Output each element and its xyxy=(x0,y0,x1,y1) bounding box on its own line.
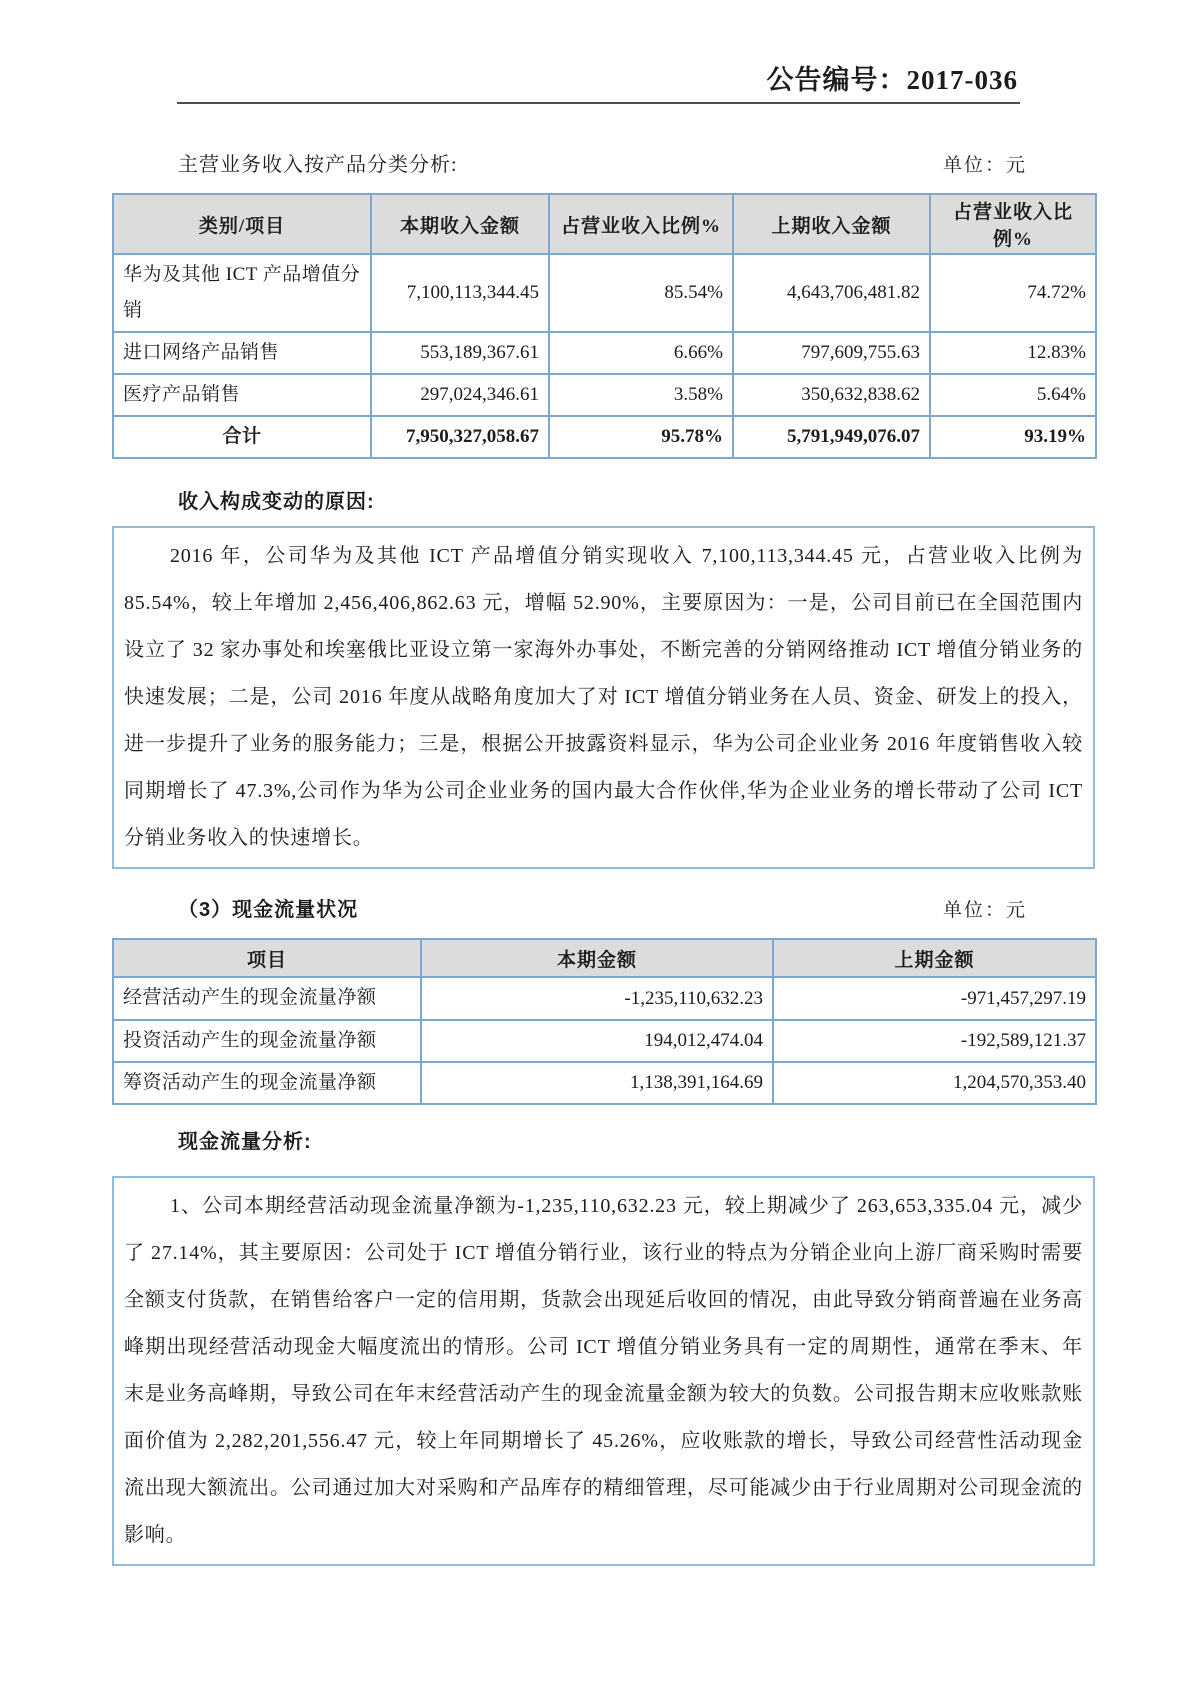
cell: 93.19% xyxy=(930,416,1096,458)
cashflow-row-investing xyxy=(113,1020,1096,1062)
revenue-change-reason-heading: 收入构成变动的原因: xyxy=(178,491,375,514)
cell: 297,024,346.61 xyxy=(371,374,549,416)
row-label: 进口网络产品销售 xyxy=(113,332,371,374)
cashflow-table xyxy=(112,938,1097,1104)
cell: 194,012,474.04 xyxy=(421,1020,773,1062)
cell: 1,138,391,164.69 xyxy=(421,1062,773,1104)
row-label: 投资活动产生的现金流量净额 xyxy=(113,1020,421,1062)
cashflow-row-operating xyxy=(113,977,1096,1019)
cell: 553,189,367.61 xyxy=(371,332,549,374)
col-prior-amount: 上期金额 xyxy=(773,939,1096,977)
cell: 3.58% xyxy=(549,374,733,416)
unit-label-cashflow: 单位：元 xyxy=(942,900,1027,922)
revenue-by-product-table xyxy=(112,193,1097,459)
cell: 5,791,949,076.07 xyxy=(733,416,930,458)
revenue-by-product-title: 主营业务收入按产品分类分析: xyxy=(178,154,458,176)
col-prior-revenue: 上期收入金额 xyxy=(733,194,930,254)
cell: 85.54% xyxy=(549,254,733,332)
col-prior-ratio: 占营业收入比例% xyxy=(930,194,1096,254)
cashflow-analysis-paragraph: 1、公司本期经营活动现金流量净额为-1,235,110,632.23 元，较上期减少了 263,653,335.04 元，减少了 27.14%，其主要原因：公司处于 ICT 增值分销行业，该行业的特点为分销企业向上游厂商采购时需要全额支付货款，在销售给客户一定的信用期，货款会出现延后收回的情况，由此导致分销商普遍在业务高峰期出现经营活动现金大幅度流出的情形。公司 ICT 增值分销业务具有一定的周期性，通常在季末、年末是业务高峰期，导致公司在年末经营活动产生的现金流量金额为较大的负数。公司报告期末应收账款账面价值为 2,282,201,556.47 元，较上年同期增长了 45.26%，应收账款的增长，导致公司经营性活动现金流出现大额流出。公司通过加大对采购和产品库存的精细管理，尽可能减少由于行业周期对公司现金流的影响。 xyxy=(124,1194,1083,1546)
row-label: 华为及其他 ICT 产品增值分销 xyxy=(113,254,371,332)
revenue-row-imported-network xyxy=(113,332,1096,374)
cell: 7,100,113,344.45 xyxy=(371,254,549,332)
revenue-row-huawei-ict xyxy=(113,254,1096,332)
revenue-row-medical xyxy=(113,374,1096,416)
unit-label-revenue: 单位：元 xyxy=(942,155,1027,176)
row-label: 经营活动产生的现金流量净额 xyxy=(113,977,421,1019)
row-label: 医疗产品销售 xyxy=(113,374,371,416)
cell: -192,589,121.37 xyxy=(773,1020,1096,1062)
cell: 7,950,327,058.67 xyxy=(371,416,549,458)
revenue-change-reason-paragraph: 2016 年，公司华为及其他 ICT 产品增值分销实现收入 7,100,113,344.45 元，占营业收入比例为 85.54%，较上年增加 2,456,406,862.63 元，增幅 52.90%，主要原因为：一是，公司目前已在全国范围内设立了 32 家办事处和埃塞俄比亚设立第一家海外办事处，不断完善的分销网络推动 ICT 增值分销业务的快速发展；二是，公司 2016 年度从战略角度加大了对 ICT 增值分销业务在人员、资金、研发上的投入，进一步提升了业务的服务能力；三是，根据公开披露资料显示，华为公司企业业务 2016 年度销售收入较同期增长了 47.3%,公司作为华为公司企业业务的国内最大合作伙伴,华为企业业务的增长带动了公司 ICT 分销业务收入的快速增长。 xyxy=(124,545,1083,850)
row-label: 合计 xyxy=(113,416,371,458)
cashflow-analysis-heading: 现金流量分析: xyxy=(178,1130,312,1153)
cell: 797,609,755.63 xyxy=(733,332,930,374)
revenue-change-reason-box xyxy=(112,526,1095,869)
row-label: 筹资活动产生的现金流量净额 xyxy=(113,1062,421,1104)
col-item: 项目 xyxy=(113,939,421,977)
cell: 5.64% xyxy=(930,374,1096,416)
cell: 95.78% xyxy=(549,416,733,458)
cashflow-analysis-box xyxy=(112,1176,1095,1566)
cell: 12.83% xyxy=(930,332,1096,374)
col-category: 类别/项目 xyxy=(113,194,371,254)
cashflow-row-financing xyxy=(113,1062,1096,1104)
cell: -971,457,297.19 xyxy=(773,977,1096,1019)
cell: 74.72% xyxy=(930,254,1096,332)
cell: 350,632,838.62 xyxy=(733,374,930,416)
col-current-revenue: 本期收入金额 xyxy=(371,194,549,254)
cell: 6.66% xyxy=(549,332,733,374)
cashflow-status-heading: （3）现金流量状况 xyxy=(178,899,359,922)
col-current-amount: 本期金额 xyxy=(421,939,773,977)
content-column xyxy=(112,148,1095,1566)
announcement-number: 公告编号：2017-036 xyxy=(766,65,1018,95)
cell: 4,643,706,481.82 xyxy=(733,254,930,332)
revenue-title-row xyxy=(112,148,1095,177)
cell: -1,235,110,632.23 xyxy=(421,977,773,1019)
cashflow-title-row xyxy=(112,893,1095,922)
header-rule xyxy=(177,102,1020,104)
cell: 1,204,570,353.40 xyxy=(773,1062,1096,1104)
col-current-ratio: 占营业收入比例% xyxy=(549,194,733,254)
revenue-table-header-row xyxy=(113,194,1096,254)
cashflow-table-header-row xyxy=(113,939,1096,977)
revenue-row-total xyxy=(113,416,1096,458)
